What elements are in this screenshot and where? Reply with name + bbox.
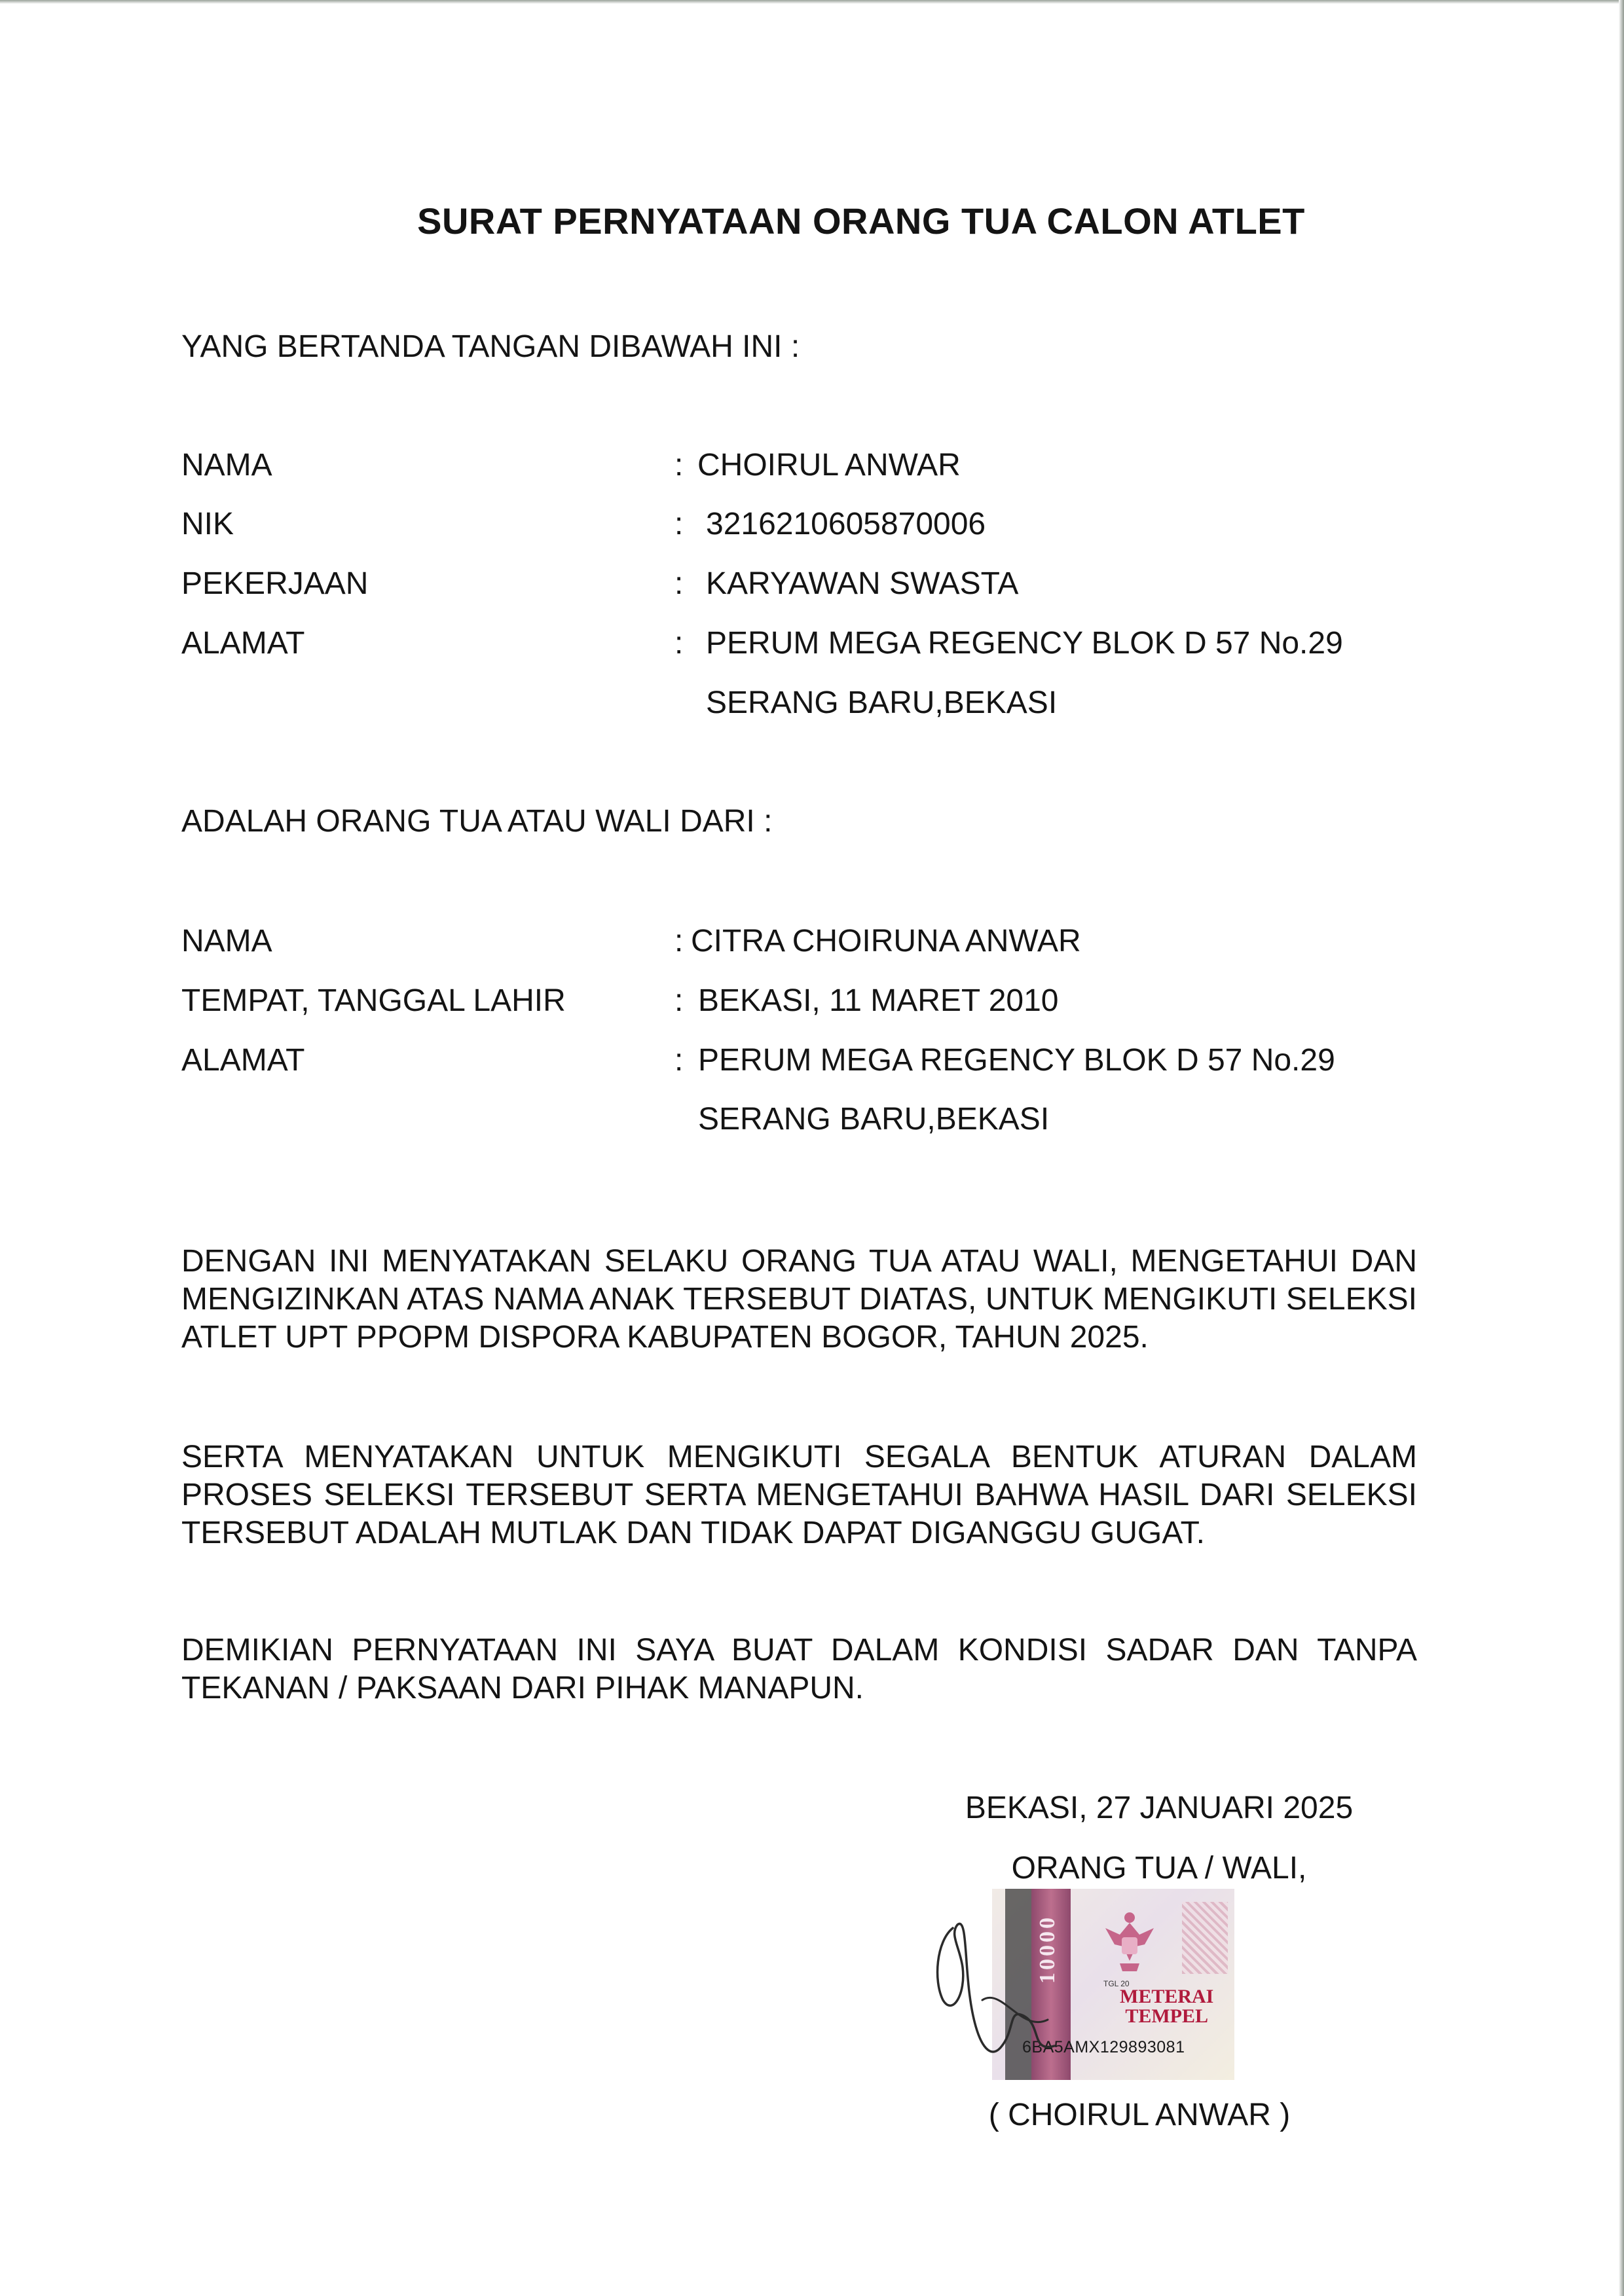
child-name-label: NAMA xyxy=(181,924,272,958)
child-address-line1: PERUM MEGA REGENCY BLOK D 57 No.29 xyxy=(698,1043,1335,1078)
colon: : xyxy=(674,924,684,958)
stamp-label-line2: TEMPEL xyxy=(1125,2005,1209,2027)
parent-name-value: CHOIRUL ANWAR xyxy=(697,448,961,483)
statement-paragraph-3: DEMIKIAN PERNYATAAN INI SAYA BUAT DALAM KONDISI SADAR DAN TANPA TEKANAN / PAKSAAN DARI PIHAK MANAPUN. xyxy=(181,1633,1417,1705)
child-address-label: ALAMAT xyxy=(181,1043,305,1078)
colon: : xyxy=(674,983,684,1018)
stamp-label-line1: METERAI xyxy=(1120,1986,1214,2007)
scan-edge-right xyxy=(1619,0,1624,2296)
document-title: SURAT PERNYATAAN ORANG TUA CALON ATLET xyxy=(417,200,1305,242)
parent-nik-label: NIK xyxy=(181,507,234,541)
colon: : xyxy=(674,626,684,661)
garuda-emblem-icon xyxy=(1100,1908,1159,1980)
handwritten-signature xyxy=(917,1902,1087,2098)
stamp-label xyxy=(1120,1987,1213,2026)
parent-address-label: ALAMAT xyxy=(181,626,305,661)
colon: : xyxy=(674,1043,684,1078)
scan-edge-top xyxy=(0,0,1624,4)
signer-role: ORANG TUA / WALI, xyxy=(1011,1851,1307,1886)
parent-address-line2: SERANG BARU,BEKASI xyxy=(706,685,1058,720)
colon: : xyxy=(674,507,684,541)
parent-nik-value: 3216210605870006 xyxy=(706,507,986,541)
child-birth-label: TEMPAT, TANGGAL LAHIR xyxy=(181,983,566,1018)
stamp-value: 10000 xyxy=(1035,1915,1060,1984)
parent-job-value: KARYAWAN SWASTA xyxy=(706,566,1019,601)
child-address-line2: SERANG BARU,BEKASI xyxy=(698,1102,1050,1137)
parent-job-label: PEKERJAAN xyxy=(181,566,369,601)
stamp-serial: 6BA5AMX129893081 xyxy=(1022,2038,1185,2056)
colon: : xyxy=(674,566,684,601)
colon: : xyxy=(674,448,684,483)
parent-address-line1: PERUM MEGA REGENCY BLOK D 57 No.29 xyxy=(706,626,1343,661)
child-birth-value: BEKASI, 11 MARET 2010 xyxy=(698,983,1059,1018)
stamp-tgl: TGL 20 xyxy=(1103,1979,1130,1988)
statement-paragraph-2: SERTA MENYATAKAN UNTUK MENGIKUTI SEGALA BENTUK ATURAN DALAM PROSES SELEKSI TERSEBUT SERTA MENGETAHUI BAHWA HASIL DARI SELEKSI TERSEBUT ADALAH MUTLAK DAN TIDAK DAPAT DIGANGGU GUGAT. xyxy=(181,1440,1417,1550)
place-date: BEKASI, 27 JANUARI 2025 xyxy=(965,1791,1354,1825)
stamp-security-pattern xyxy=(1182,1902,1228,1974)
statement-paragraph-1: DENGAN INI MENYATAKAN SELAKU ORANG TUA ATAU WALI, MENGETAHUI DAN MENGIZINKAN ATAS NAMA ANAK TERSEBUT DIATAS, UNTUK MENGIKUTI SELEKSI ATLET UPT PPOPM DISPORA KABUPATEN BOGOR, TAHUN 2025. xyxy=(181,1244,1417,1355)
relation-line: ADALAH ORANG TUA ATAU WALI DARI : xyxy=(181,804,773,839)
signer-name: ( CHOIRUL ANWAR ) xyxy=(988,2098,1291,2132)
parent-name-label: NAMA xyxy=(181,448,272,483)
child-name-value: CITRA CHOIRUNA ANWAR xyxy=(691,924,1081,958)
intro-line: YANG BERTANDA TANGAN DIBAWAH INI : xyxy=(181,329,800,364)
